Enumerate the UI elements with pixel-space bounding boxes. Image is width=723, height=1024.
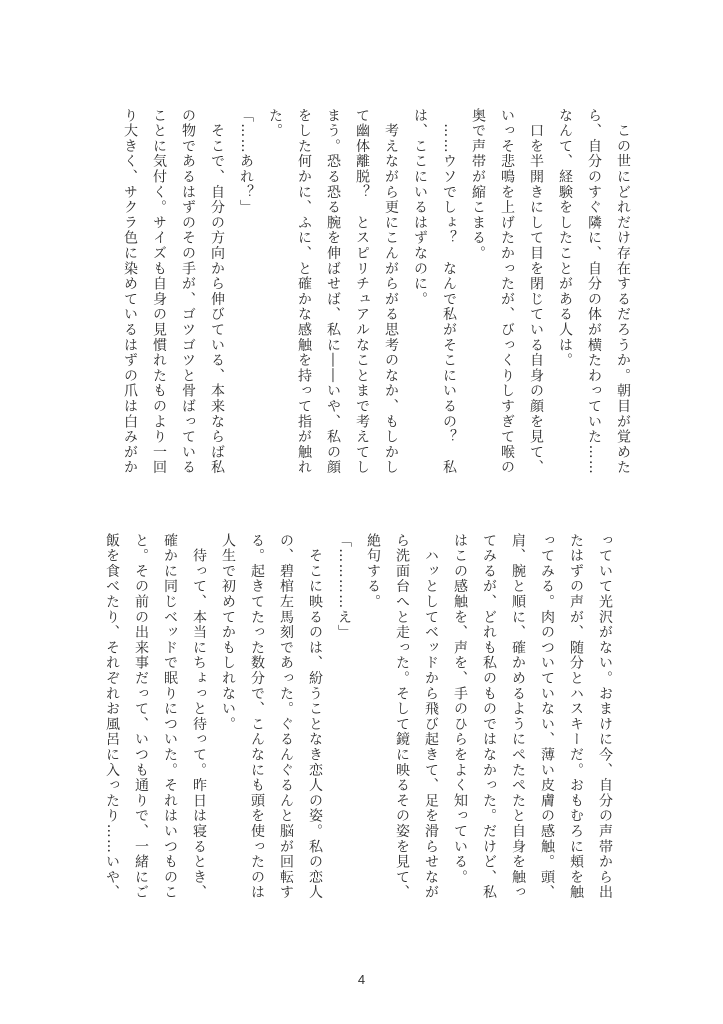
text-column: 考えながら更にこんがらがる思考のなか、もしかし xyxy=(383,108,399,476)
text-column: 「…………え」 xyxy=(336,533,352,641)
text-column: まう。恐る恐る腕を伸ばせば、私に――いや、私の顔 xyxy=(325,108,341,476)
text-column: この世にどれだけ存在するだろうか。朝目が覚めた xyxy=(615,108,631,476)
page-number: 4 xyxy=(357,972,366,987)
text-block-bottom xyxy=(97,533,619,953)
text-column: ってみる。肉のついていない、薄い皮膚の感触。頭、 xyxy=(539,533,555,901)
text-column: たはずの声が、随分とハスキーだ。おもむろに頬を触 xyxy=(568,533,584,901)
text-column: 口を半開きにして目を閉じている自身の顔を見て、 xyxy=(528,108,544,476)
text-column: いっそ悲鳴を上げたかったが、びっくりしすぎて喉の xyxy=(499,108,515,476)
text-column: 奥で声帯が縮こまる。 xyxy=(470,108,486,261)
text-column: ら洗面台へと走った。そして鏡に映るその姿を見て、 xyxy=(394,533,410,901)
text-column: る。起きてたった数分で、こんなにも頭を使ったのは xyxy=(249,533,265,901)
text-column: て幽体離脱？ とスピリチュアルなことまで考えてし xyxy=(354,108,370,476)
text-column: てみるが、どれも私のものではなかった。だけど、私 xyxy=(481,533,497,901)
text-column: 肩、腕と順に、確かめるようにぺたぺたと自身を触っ xyxy=(510,533,526,901)
text-column: 確かに同じベッドで眠りについた。それはいつものこ xyxy=(162,533,178,901)
text-column: なんて、経験をしたことがある人は。 xyxy=(557,108,573,369)
text-column: 「……あれ？」 xyxy=(238,108,254,216)
text-column: 待って、本当にちょっと待って。昨日は寝るとき、 xyxy=(191,533,207,901)
text-column: ら、自分のすぐ隣に、自分の体が横たわっていた…… xyxy=(586,108,602,476)
text-column: っていて光沢がない。おまけに今、自分の声帯から出 xyxy=(597,533,613,901)
text-column: ハッとしてベッドから飛び起きて、足を滑らせなが xyxy=(423,533,439,901)
text-column: はこの感触を、声を、手のひらをよく知っている。 xyxy=(452,533,468,885)
text-column: は、ここにいるはずなのに。 xyxy=(412,108,428,307)
text-column: り大きく、サクラ色に染めているはずの爪は白みがか xyxy=(122,108,138,476)
text-column: をした何かに、ふに、と確かな感触を持って指が触れ xyxy=(296,108,312,476)
text-column: の物であるはずのその手が、ゴツゴツと骨ばっている xyxy=(180,108,196,476)
text-column: ことに気付く。サイズも自身の見慣れたものより一回 xyxy=(151,108,167,476)
text-column: の、碧棺左馬刻であった。ぐるんぐるんと脳が回転す xyxy=(278,533,294,901)
text-column: た。 xyxy=(267,108,283,139)
text-column: 絶句する。 xyxy=(365,533,381,610)
text-column: そこに映るのは、紛うことなき恋人の姿。私の恋人 xyxy=(307,533,323,901)
text-column: そこで、自分の方向から伸びている、本来ならば私 xyxy=(209,108,225,476)
text-column: 飯を食べたり、それぞれお風呂に入ったり……いや、 xyxy=(104,533,120,901)
text-column: 人生で初めてかもしれない。 xyxy=(220,533,236,732)
text-column: ……ウソでしょ？ なんで私がそこにいるの？ 私 xyxy=(441,108,457,476)
text-block-top xyxy=(115,108,637,508)
text-column: と。その前の出来事だって、いつも通りで、一緒にご xyxy=(133,533,149,901)
